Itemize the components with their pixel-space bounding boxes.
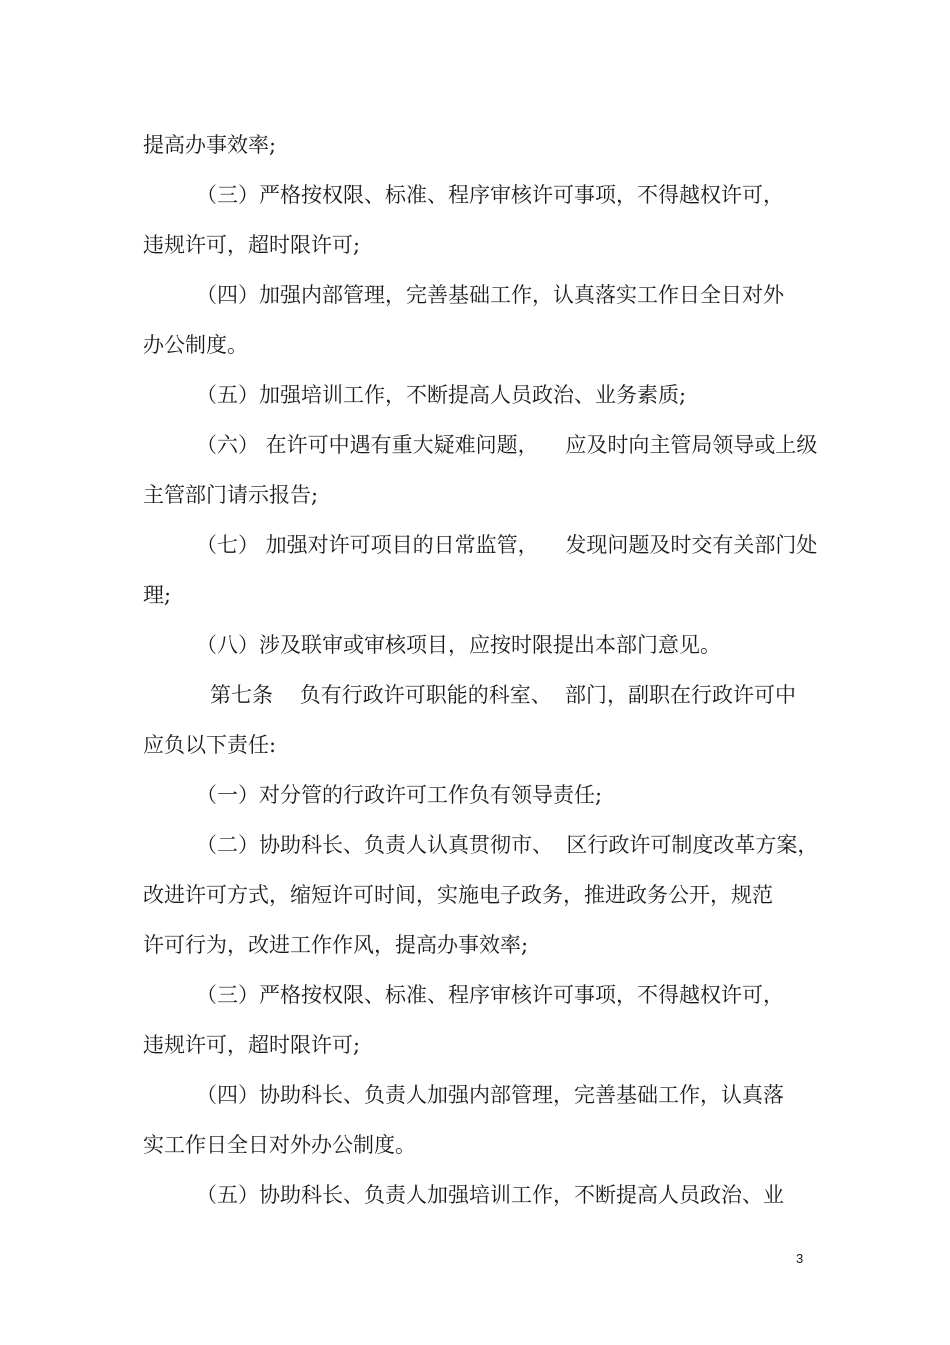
text-line: （二）协助科长、负责人认真贯彻市、 区行政许可制度改革方案，	[196, 833, 819, 857]
text-line: 许可行为，改进工作作风，提高办事效率;	[143, 933, 529, 957]
text-line: （一）对分管的行政许可工作负有领导责任;	[196, 783, 603, 807]
text-line: （五）加强培训工作，不断提高人员政治、业务素质;	[196, 383, 687, 407]
page-number: 3	[796, 1251, 804, 1266]
text-line: 办公制度。	[143, 333, 248, 357]
text-line: （三）严格按权限、标准、程序审核许可事项，不得越权许可，	[196, 983, 784, 1007]
text-line: 应负以下责任:	[143, 733, 277, 757]
text-line: 实工作日全日对外办公制度。	[143, 1133, 416, 1157]
text-line: （四）协助科长、负责人加强内部管理，完善基础工作，认真落	[196, 1083, 784, 1107]
text-line: （七） 加强对许可项目的日常监管， 发现问题及时交有关部门处	[196, 533, 818, 557]
text-line: 理;	[143, 583, 172, 607]
text-line: 违规许可，超时限许可;	[143, 233, 361, 257]
text-line: （八）涉及联审或审核项目，应按时限提出本部门意见。	[196, 633, 721, 657]
text-line: （五）协助科长、负责人加强培训工作，不断提高人员政治、业	[196, 1183, 784, 1207]
text-line: （三）严格按权限、标准、程序审核许可事项，不得越权许可，	[196, 183, 784, 207]
article-heading-line: 第七条 负有行政许可职能的科室、 部门，副职在行政许可中	[210, 683, 797, 707]
text-line: 提高办事效率;	[143, 133, 277, 157]
text-line: （四）加强内部管理，完善基础工作，认真落实工作日全日对外	[196, 283, 784, 307]
text-line: 改进许可方式，缩短许可时间，实施电子政务，推进政务公开，规范	[143, 883, 773, 907]
text-line: 违规许可，超时限许可;	[143, 1033, 361, 1057]
text-line: （六） 在许可中遇有重大疑难问题， 应及时向主管局领导或上级	[196, 433, 818, 457]
text-line: 主管部门请示报告;	[143, 483, 319, 507]
